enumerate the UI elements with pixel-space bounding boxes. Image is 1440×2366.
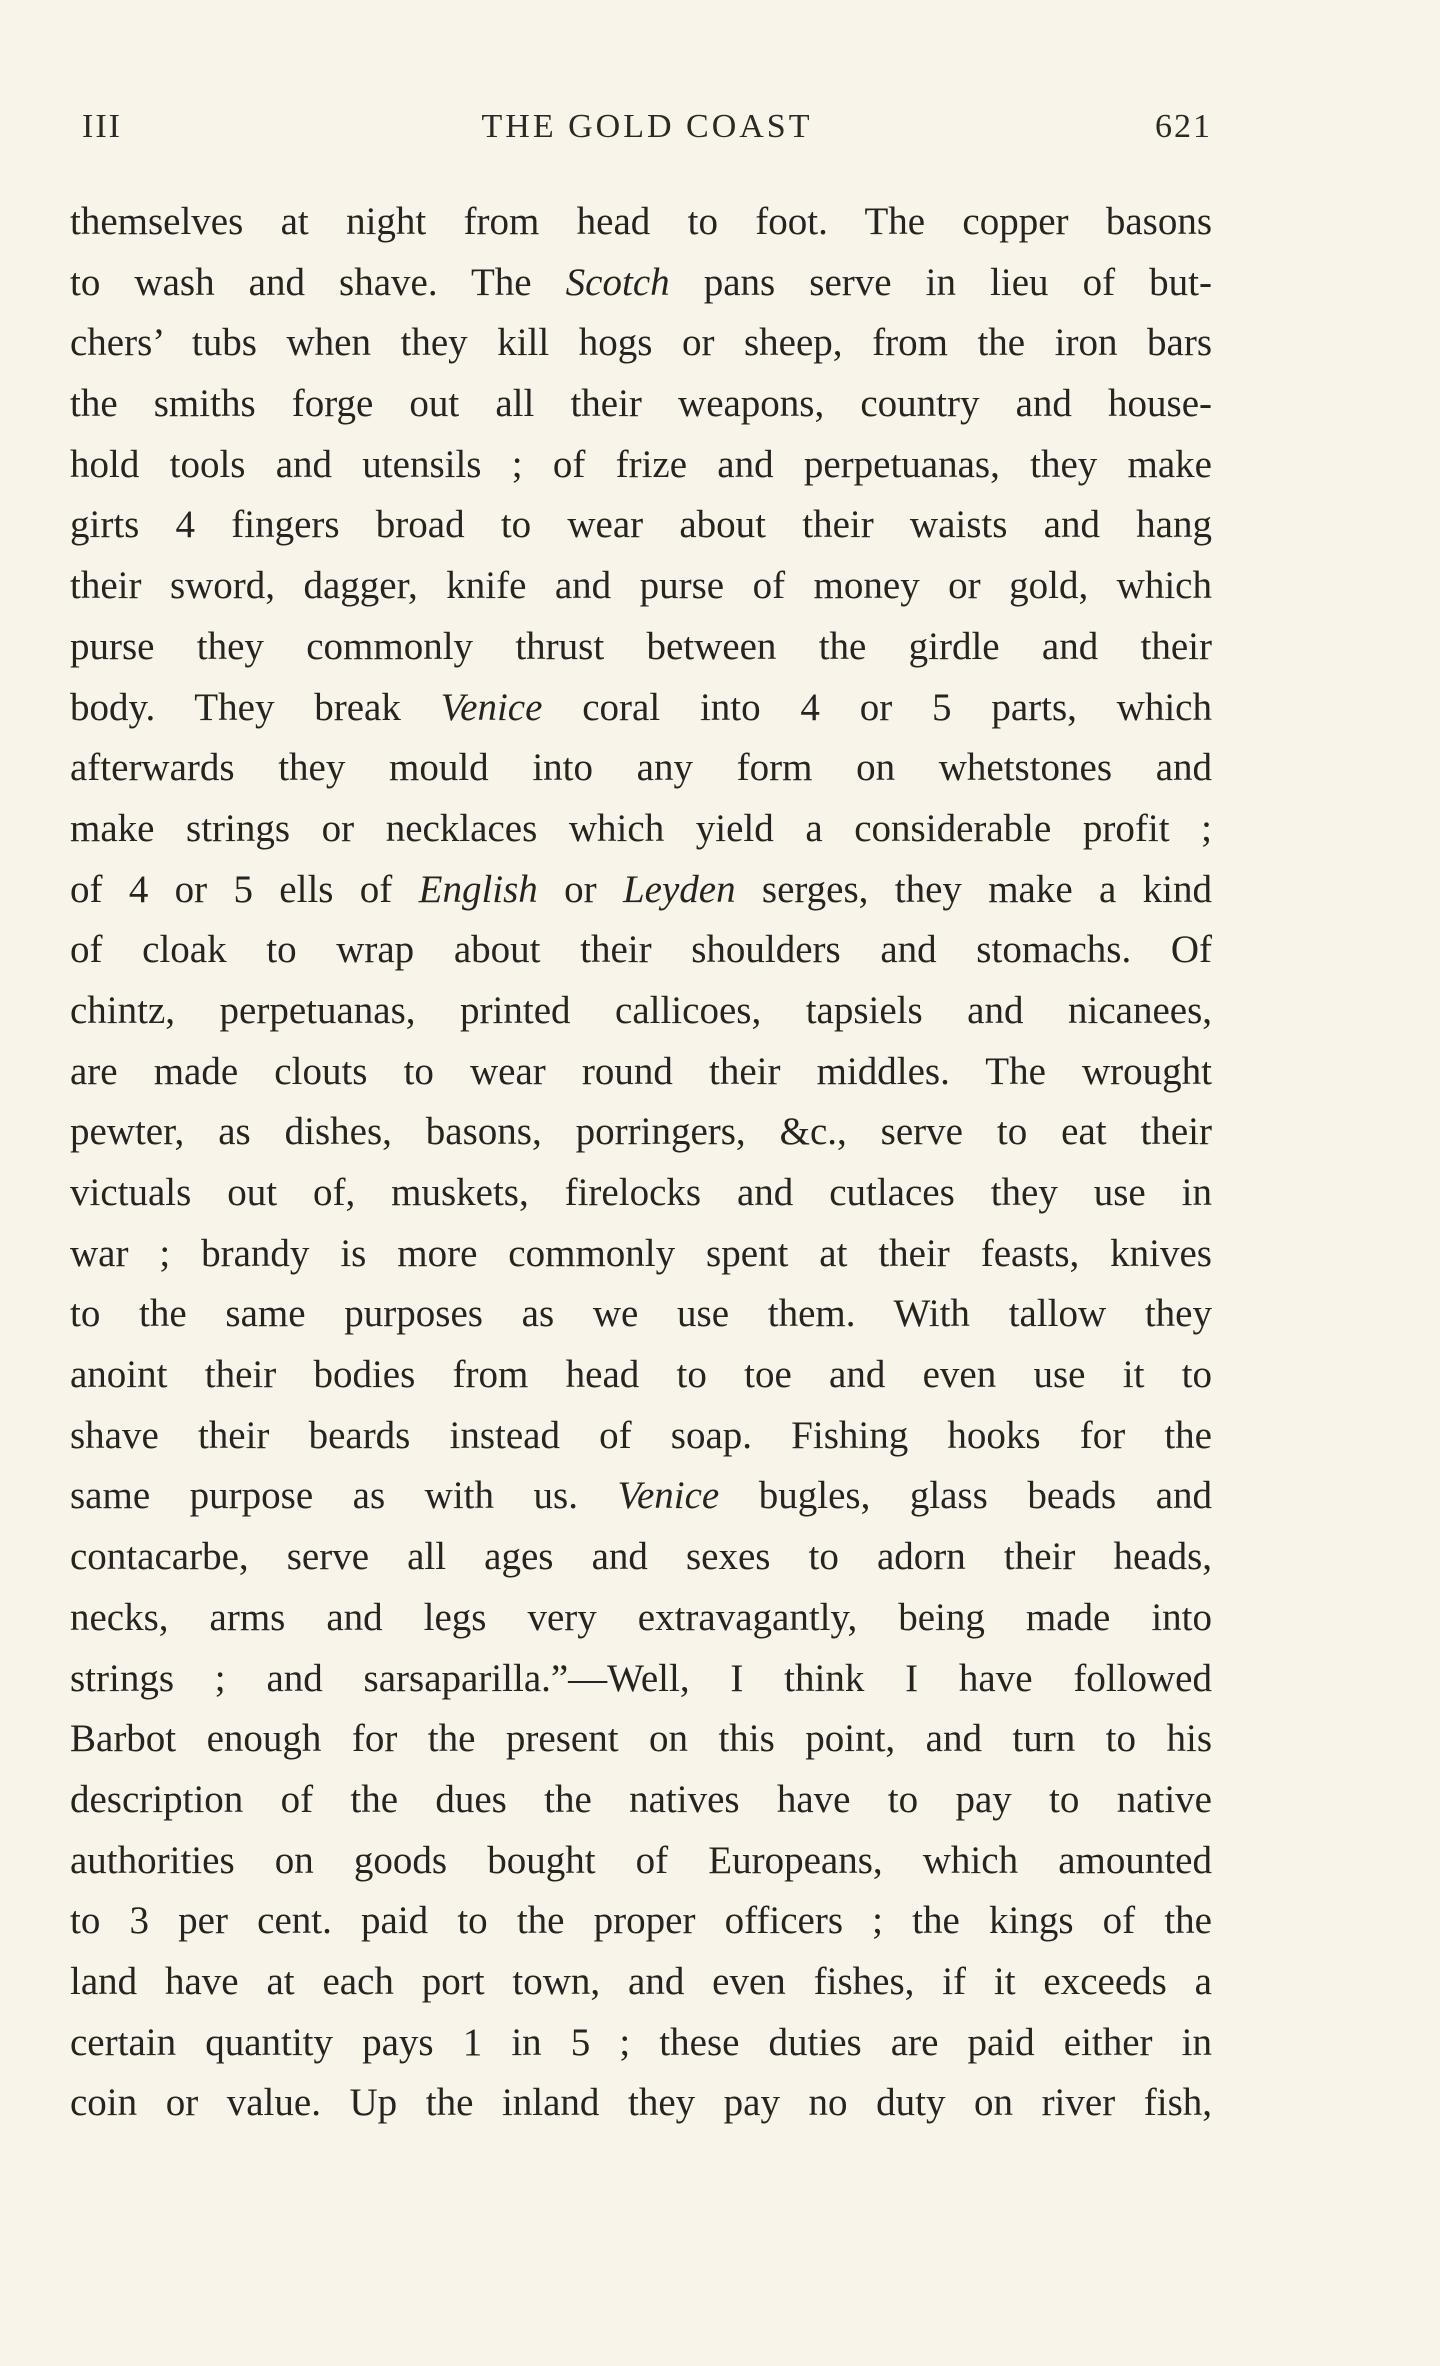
text-segment: bugles, glass beads and	[719, 1474, 1212, 1518]
text-segment: girts 4 fingers broad to wear about their waists and hang	[70, 503, 1212, 547]
text-line	[70, 1952, 1212, 2013]
text-segment: afterwards they mould into any form on whetstones and	[70, 746, 1212, 790]
text-segment: war ; brandy is more commonly spent at their feasts, knives	[70, 1231, 1212, 1275]
text-segment: strings ; and sarsaparilla.”—Well, I think I have followed	[70, 1656, 1212, 1700]
text-segment: victuals out of, muskets, firelocks and cutlaces they use in	[70, 1171, 1212, 1214]
text-line	[70, 1042, 1212, 1103]
text-segment: chintz, perpetuanas, printed callicoes, tapsiels and nicanees,	[70, 988, 1212, 1032]
text-line	[70, 1649, 1212, 1710]
text-line	[70, 374, 1212, 435]
text-segment: description of the dues the natives have to pay to native	[70, 1777, 1212, 1821]
text-segment: chers’ tubs when they kill hogs or sheep, from the iron bars	[70, 321, 1212, 365]
text-line	[70, 1527, 1212, 1588]
text-segment: Barbot enough for the present on this point, and turn to his	[70, 1717, 1212, 1761]
text-line	[70, 1102, 1212, 1163]
italic-text: Venice	[617, 1474, 720, 1518]
text-line	[70, 2073, 1212, 2134]
text-segment: certain quantity pays 1 in 5 ; these duties are paid either in	[70, 2020, 1212, 2064]
text-line	[70, 556, 1212, 617]
text-line	[70, 860, 1212, 921]
text-line	[70, 1709, 1212, 1770]
text-segment: to wash and shave. The	[70, 260, 566, 304]
text-segment: hold tools and utensils ; of frize and perpetuanas, they make	[70, 442, 1212, 486]
text-segment: or	[537, 867, 623, 911]
text-line	[70, 678, 1212, 739]
text-line	[70, 617, 1212, 678]
text-line	[70, 920, 1212, 981]
running-head	[82, 108, 1212, 158]
text-line	[70, 313, 1212, 374]
italic-text: Scotch	[565, 260, 670, 304]
text-line	[70, 192, 1212, 253]
text-segment: pans serve in lieu of but-	[669, 260, 1212, 304]
text-segment: purse they commonly thrust between the girdle and their	[70, 624, 1212, 668]
text-segment: pewter, as dishes, basons, porringers, &c., serve to eat their	[70, 1110, 1212, 1154]
text-line	[70, 1831, 1212, 1892]
text-line	[70, 2013, 1212, 2074]
text-line	[70, 738, 1212, 799]
chapter-number: III	[82, 108, 122, 145]
text-line	[70, 1345, 1212, 1406]
text-line	[70, 1406, 1212, 1467]
text-segment: land have at each port town, and even fishes, if it exceeds a	[70, 1959, 1212, 2003]
text-segment: shave their beards instead of soap. Fishing hooks for the	[70, 1413, 1212, 1457]
text-line	[70, 435, 1212, 496]
italic-text: Venice	[440, 685, 543, 729]
text-segment: body. They break	[70, 685, 441, 729]
text-segment: coral into 4 or 5 parts, which	[542, 685, 1212, 729]
text-segment: necks, arms and legs very extravagantly, being made into	[70, 1595, 1212, 1639]
text-segment: of cloak to wrap about their shoulders and stomachs. Of	[70, 928, 1212, 972]
text-segment: to the same purposes as we use them. With tallow they	[70, 1292, 1212, 1336]
text-segment: anoint their bodies from head to toe and even use it to	[70, 1353, 1212, 1397]
text-segment: the smiths forge out all their weapons, country and house-	[70, 382, 1212, 426]
text-segment: themselves at night from head to foot. The copper basons	[70, 200, 1212, 243]
text-line	[70, 1588, 1212, 1649]
text-segment: their sword, dagger, knife and purse of money or gold, which	[70, 564, 1212, 608]
body-text	[70, 192, 1212, 2134]
text-segment: same purpose as with us.	[70, 1474, 618, 1518]
page-title: THE GOLD COAST	[481, 108, 813, 145]
text-segment: coin or value. Up the inland they pay no duty on river fish,	[70, 2081, 1212, 2125]
text-line	[70, 1163, 1212, 1224]
italic-text: English	[418, 867, 538, 911]
text-line	[70, 1284, 1212, 1345]
text-line	[70, 1466, 1212, 1527]
text-segment: contacarbe, serve all ages and sexes to adorn their heads,	[70, 1535, 1212, 1579]
text-segment: serges, they make a kind	[735, 867, 1212, 911]
text-line	[70, 981, 1212, 1042]
text-segment: authorities on goods bought of Europeans, which amounted	[70, 1838, 1212, 1882]
text-segment: of 4 or 5 ells of	[70, 867, 419, 911]
text-line	[70, 1891, 1212, 1952]
text-segment: to 3 per cent. paid to the proper officers ; the kings of the	[70, 1899, 1212, 1943]
text-line	[70, 799, 1212, 860]
text-segment: are made clouts to wear round their middles. The wrought	[70, 1049, 1212, 1093]
italic-text: Leyden	[622, 867, 736, 911]
page-number: 621	[1155, 108, 1212, 145]
text-segment: make strings or necklaces which yield a considerable profit ;	[70, 806, 1212, 850]
text-line	[70, 1770, 1212, 1831]
text-line	[70, 253, 1212, 314]
text-line	[70, 1224, 1212, 1285]
text-line	[70, 495, 1212, 556]
